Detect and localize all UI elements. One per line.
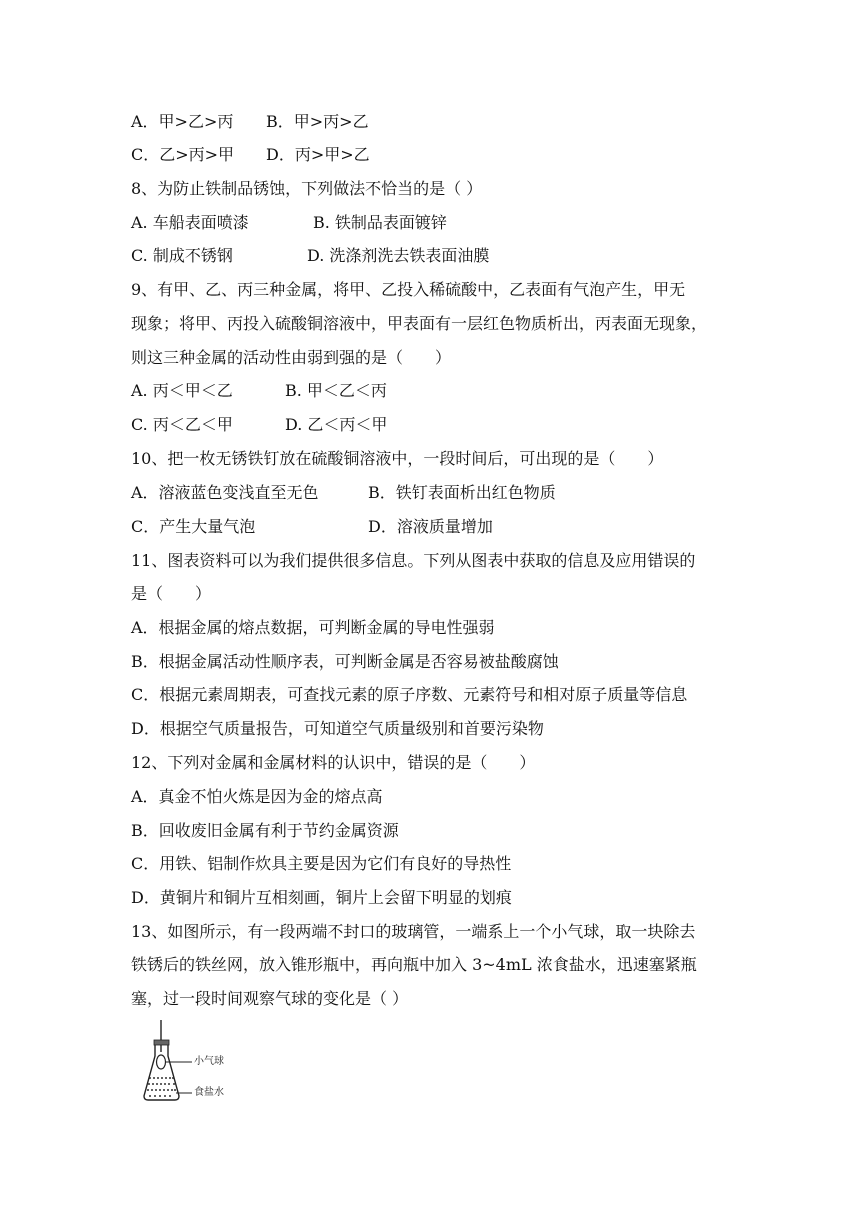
q7-option-c: C．乙>丙>甲 [131,145,235,164]
q13-stem-line-3: 塞，过一段时间观察气球的变化是（ ） [131,989,409,1008]
balloon-label: 小气球 [194,1056,224,1067]
q9-option-b: B. 甲＜乙＜丙 [285,381,387,400]
q11-option-c: C．根据元素周期表，可查找元素的原子序数、元素符号和相对原子质量等信息 [131,685,688,704]
stopper [154,1040,169,1045]
flask-body [144,1045,179,1100]
q12-stem: 12、下列对金属和金属材料的认识中，错误的是（ ） [131,753,536,772]
q7-option-a: A．甲>乙>丙 [131,112,234,131]
q8-option-d: D. 洗涤剂洗去铁表面油膜 [307,246,490,265]
q9-option-a: A. 丙＜甲＜乙 [131,381,233,400]
q13-stem-line-1: 13、如图所示，有一段两端不封口的玻璃管，一端系上一个小气球，取一块除去 [131,922,696,941]
q7-option-d: D．丙>甲>乙 [266,145,370,164]
q9-stem-line-2: 现象；将甲、丙投入硫酸铜溶液中，甲表面有一层红色物质析出，丙表面无现象， [131,314,708,333]
q12-option-c: C．用铁、铝制作炊具主要是因为它们有良好的导热性 [131,854,512,873]
q11-stem-line-2: 是（ ） [131,584,212,603]
q10-option-b: B．铁钉表面析出红色物质 [368,483,556,502]
q9-option-d: D. 乙＜丙＜甲 [285,415,388,434]
q8-option-a: A. 车船表面喷漆 [131,213,249,232]
q9-stem-line-3: 则这三种金属的活动性由弱到强的是（ ） [131,348,452,367]
salt-water-label: 食盐水 [194,1087,224,1098]
salt-water [147,1077,176,1097]
q10-option-d: D．溶液质量增加 [368,517,493,536]
q9-stem-line-1: 9、有甲、乙、丙三种金属，将甲、乙投入稀硫酸中，乙表面有气泡产生，甲无 [131,280,686,299]
q11-stem-line-1: 11、图表资料可以为我们提供很多信息。下列从图表中获取的信息及应用错误的 [131,551,696,570]
flask-diagram [142,1018,242,1108]
q10-option-a: A．溶液蓝色变浅直至无色 [131,483,319,502]
q8-option-c: C. 制成不锈钢 [131,246,233,265]
q8-option-b: B. 铁制品表面镀锌 [313,213,447,232]
q11-option-d: D．根据空气质量报告，可知道空气质量级别和首要污染物 [131,719,544,738]
small-balloon [157,1055,166,1069]
q13-stem-line-2: 铁锈后的铁丝网，放入锥形瓶中，再向瓶中加入 3~4mL 浓食盐水，迅速塞紧瓶 [131,955,697,974]
q12-option-b: B．回收废旧金属有利于节约金属资源 [131,821,399,840]
q10-option-c: C．产生大量气泡 [131,517,256,536]
flask-figure [142,1018,242,1108]
q10-stem: 10、把一枚无锈铁钉放在硫酸铜溶液中，一段时间后，可出现的是（ ） [131,449,664,468]
q9-option-c: C. 丙＜乙＜甲 [131,415,233,434]
q11-option-a: A．根据金属的熔点数据，可判断金属的导电性强弱 [131,618,495,637]
q12-option-a: A．真金不怕火炼是因为金的熔点高 [131,787,383,806]
q12-option-d: D．黄铜片和铜片互相刻画，铜片上会留下明显的划痕 [131,888,512,907]
q8-stem: 8、为防止铁制品锈蚀，下列做法不恰当的是（ ） [131,179,483,198]
q7-option-b: B．甲>丙>乙 [266,112,369,131]
q11-option-b: B．根据金属活动性顺序表，可判断金属是否容易被盐酸腐蚀 [131,652,559,671]
